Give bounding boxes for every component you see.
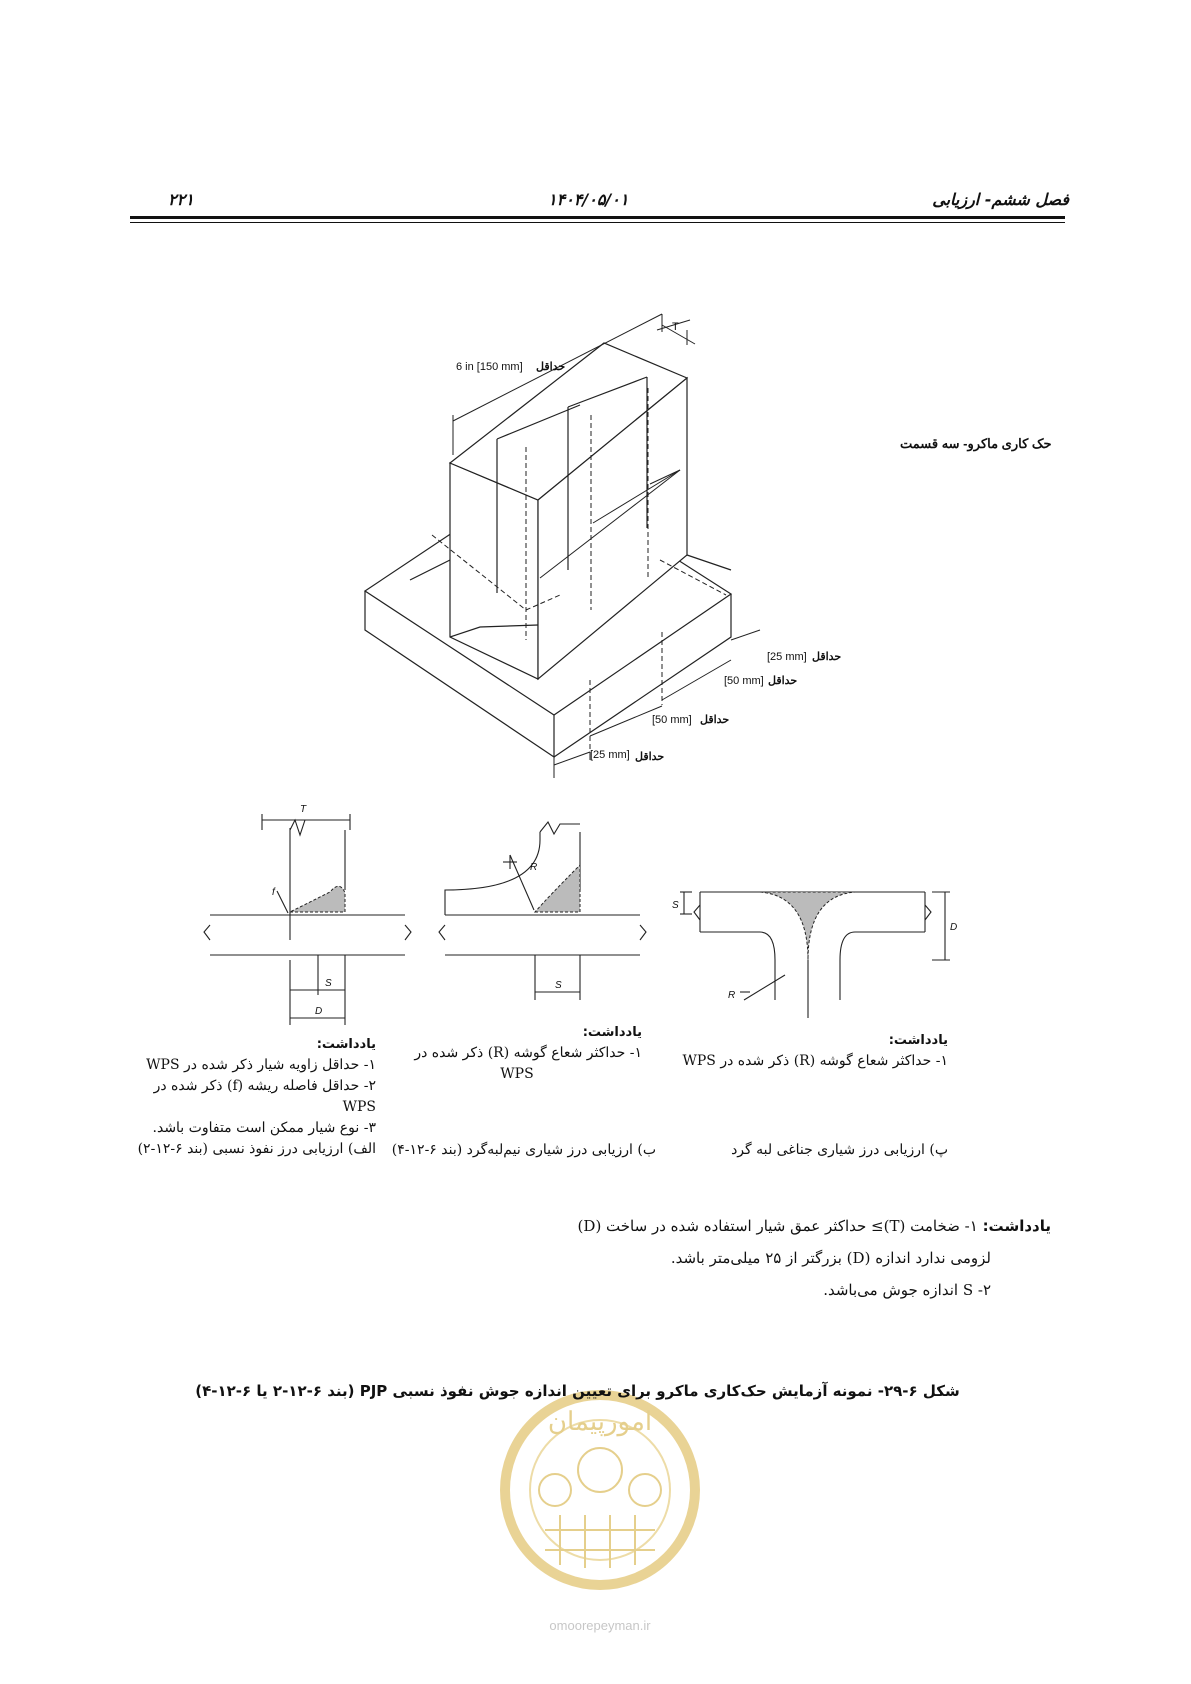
etch-label: حک کاری ماکرو- سه قسمت [900,436,1052,451]
sketch-c-flare-v [660,880,960,1030]
notes-a-caption: الف) ارزیابی درز نفوذ نسبی (بند ۶-۱۲-۲) [137,1141,376,1157]
dim3-value: [50 mm] [652,714,692,726]
sketch-a-groove [200,800,420,1030]
page-number: ۲۲۱ [168,190,194,209]
sketch-a-T: T [300,804,307,815]
notes-b [392,1022,642,1085]
notes-a-line-4: ۳- نوع شیار ممکن است متفاوت باشد. [152,1120,376,1136]
figure-caption: شکل ۶-۲۹- نمونه آزمایش حک‌کاری ماکرو برای تعیین اندازه جوش نفوذ نسبی PJP (بند ۶-۱۲-۲ یا ۶-۱۲-۴) [195,1382,960,1400]
weld-groove-fill [290,886,345,912]
general-note [451,1210,1051,1306]
dim3-word: حداقل [700,714,730,726]
notes-b-line-2: WPS [500,1066,534,1082]
notes-b-caption: ب) ارزیابی درز شیاری نیم‌لبه‌گرد (بند ۶-۱۲-۴) [391,1142,656,1158]
iso-t-joint-drawing [0,0,1191,800]
notes-a-line-1: ۱- حداقل زاویه شیار ذکر شده در WPS [146,1057,376,1073]
notes-a-line-2: ۲- حداقل فاصله ریشه (f) ذکر شده در [153,1078,376,1094]
notes-a-title: یادداشت: [316,1037,376,1052]
watermark-text: امورپیمان [547,1406,653,1436]
notes-c-caption: پ) ارزیابی درز شیاری جناغی لبه گرد [731,1142,948,1158]
sketch-c-R: R [728,990,736,1001]
watermark-url: omoorepeyman.ir [549,1618,651,1633]
sketch-b-R: R [530,862,538,873]
sketch-a-D: D [315,1006,323,1017]
sketch-a-f: f [272,887,275,898]
page-date: ۱۴۰۴/۰۵/۰۱ [548,190,629,209]
general-note-title: یادداشت: [982,1217,1051,1235]
dim1-word: حداقل [812,651,842,663]
notes-c-line-1: ۱- حداکثر شعاع گوشه (R) ذکر شده در WPS [682,1053,948,1069]
notes-c [668,1030,948,1072]
length-dim-word: حداقل [536,361,566,373]
notes-c-title: یادداشت: [888,1033,948,1048]
sketch-b-flare-bevel [430,810,650,1040]
weld-flare-fill [535,865,580,912]
dim4-value: [25 mm] [590,749,630,761]
notes-b-line-1: ۱- حداکثر شعاع گوشه (R) ذکر شده در [414,1045,642,1061]
sketch-c-D: D [950,922,958,933]
notes-a-line-3: WPS [342,1099,376,1115]
thickness-T-label: T [672,321,679,333]
dim2-word: حداقل [768,675,798,687]
sketch-c-S: S [672,900,679,911]
length-dim-value: 6 in [150 mm] [456,361,523,373]
notes-a [116,1034,376,1160]
chapter-title: فصل ششم- ارزیابی [932,190,1069,209]
sketch-a-S: S [325,978,332,989]
notes-b-title: یادداشت: [582,1025,642,1040]
general-note-line-2: لزومی ندارد اندازه (D) بزرگتر از ۲۵ میلی‌متر باشد. [670,1249,991,1267]
dim1-value: [25 mm] [767,651,807,663]
dim2-value: [50 mm] [724,675,764,687]
dim4-word: حداقل [635,751,665,763]
general-note-line-1: ۱- ضخامت (T)≥ حداکثر عمق شیار استفاده شده در ساخت (D) [577,1217,978,1235]
general-note-line-3: ۲- S اندازه جوش می‌باشد. [823,1281,991,1299]
sketch-b-S: S [555,980,562,991]
